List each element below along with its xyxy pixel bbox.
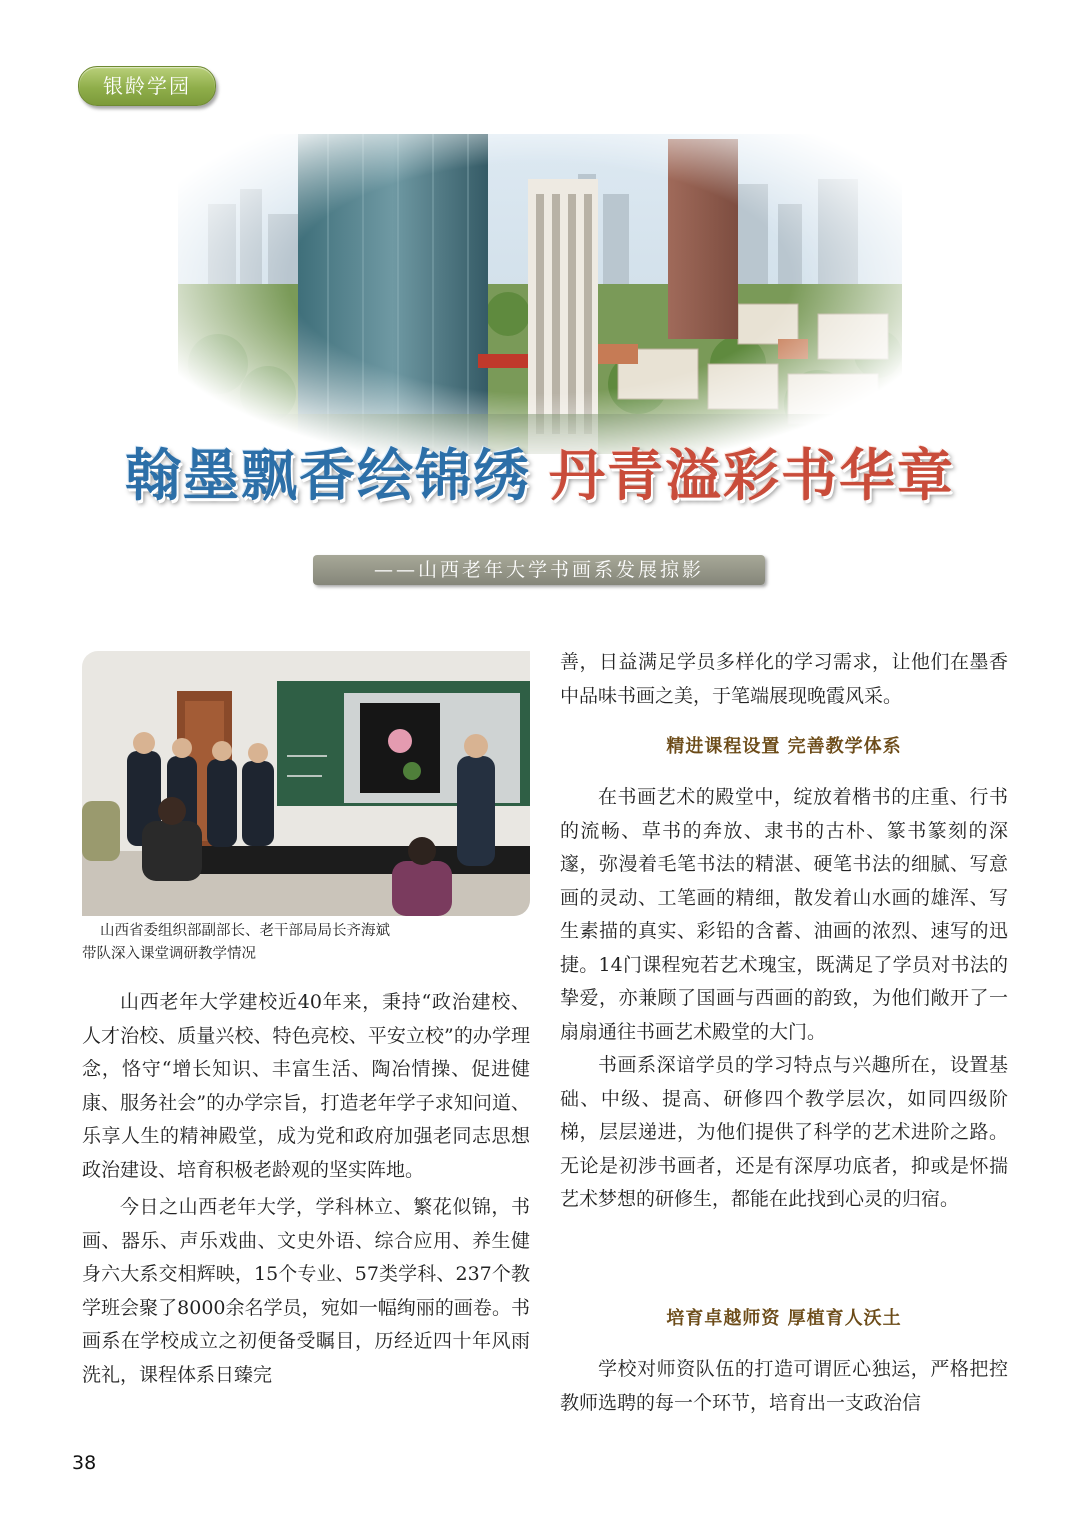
main-title	[0, 432, 1080, 512]
section-heading-2: 培育卓越师资 厚植育人沃土	[666, 1308, 902, 1329]
left-column	[82, 986, 530, 1392]
right-column-section1	[560, 781, 1008, 1217]
photo-caption	[82, 920, 530, 966]
right-column-section2	[560, 1353, 1008, 1420]
paragraph: 今日之山西老年大学，学科林立、繁花似锦，书画、器乐、声乐戏曲、文史外语、综合应用、养生健身六大系交相辉映，15个专业、57类学科、237个教学班会聚了8000余名学员，宛如一幅绚丽的画卷。书画系在学校成立之初便备受瞩目，历经近四十年风雨洗礼，课程体系日臻完	[82, 1196, 530, 1386]
section-heading-1: 精进课程设置 完善教学体系	[666, 736, 902, 757]
classroom-photo	[82, 651, 530, 916]
paragraph: 山西老年大学建校近40年来，秉持“政治建校、人才治校、质量兴校、特色亮校、平安立校”的办学理念，恪守“增长知识、丰富生活、陶冶情操、促进健康、服务社会”的办学宗旨，打造老年学子求知问道、乐享人生的精神殿堂，成为党和政府加强老同志思想政治建设、培育积极老龄观的坚实阵地。	[82, 991, 530, 1181]
caption-line-1: 山西省委组织部副部长、老干部局局长齐海斌	[100, 923, 390, 939]
paragraph: 学校对师资队伍的打造可谓匠心独运，严格把控教师选聘的每一个环节，培育出一支政治信	[560, 1358, 1008, 1414]
section-badge: 银龄学园	[78, 66, 216, 106]
paragraph: 在书画艺术的殿堂中，绽放着楷书的庄重、行书的流畅、草书的奔放、隶书的古朴、篆书篆刻的深邃，弥漫着毛笔书法的精湛、硬笔书法的细腻、写意画的灵动、工笔画的精细，散发着山水画的雄浑、写生素描的真实、彩铅的含蓄、油画的浓烈、速写的迅捷。14门课程宛若艺术瑰宝，既满足了学员对书法的挚爱，亦兼顾了国画与西画的韵致，为他们敞开了一扇扇通往书画艺术殿堂的大门。	[560, 786, 1008, 1043]
title-part1: 翰墨飘香绘锦绣	[125, 443, 531, 509]
caption-line-2: 带队深入课堂调研教学情况	[82, 946, 256, 962]
page-number: 38	[72, 1452, 97, 1474]
hero-city-photo	[178, 134, 902, 454]
right-column-continued	[560, 646, 1008, 713]
title-part2: 丹青溢彩书华章	[549, 443, 955, 509]
paragraph: 善，日益满足学员多样化的学习需求，让他们在墨香中品味书画之美，于笔端展现晚霞风采。	[560, 651, 1008, 707]
subtitle: ——山西老年大学书画系发展掠影	[313, 555, 765, 585]
paragraph: 书画系深谙学员的学习特点与兴趣所在，设置基础、中级、提高、研修四个教学层次，如同四级阶梯，层层递进，为他们提供了科学的艺术进阶之路。无论是初涉书画者，还是有深厚功底者，抑或是怀揣艺术梦想的研修生，都能在此找到心灵的归宿。	[560, 1054, 1008, 1210]
